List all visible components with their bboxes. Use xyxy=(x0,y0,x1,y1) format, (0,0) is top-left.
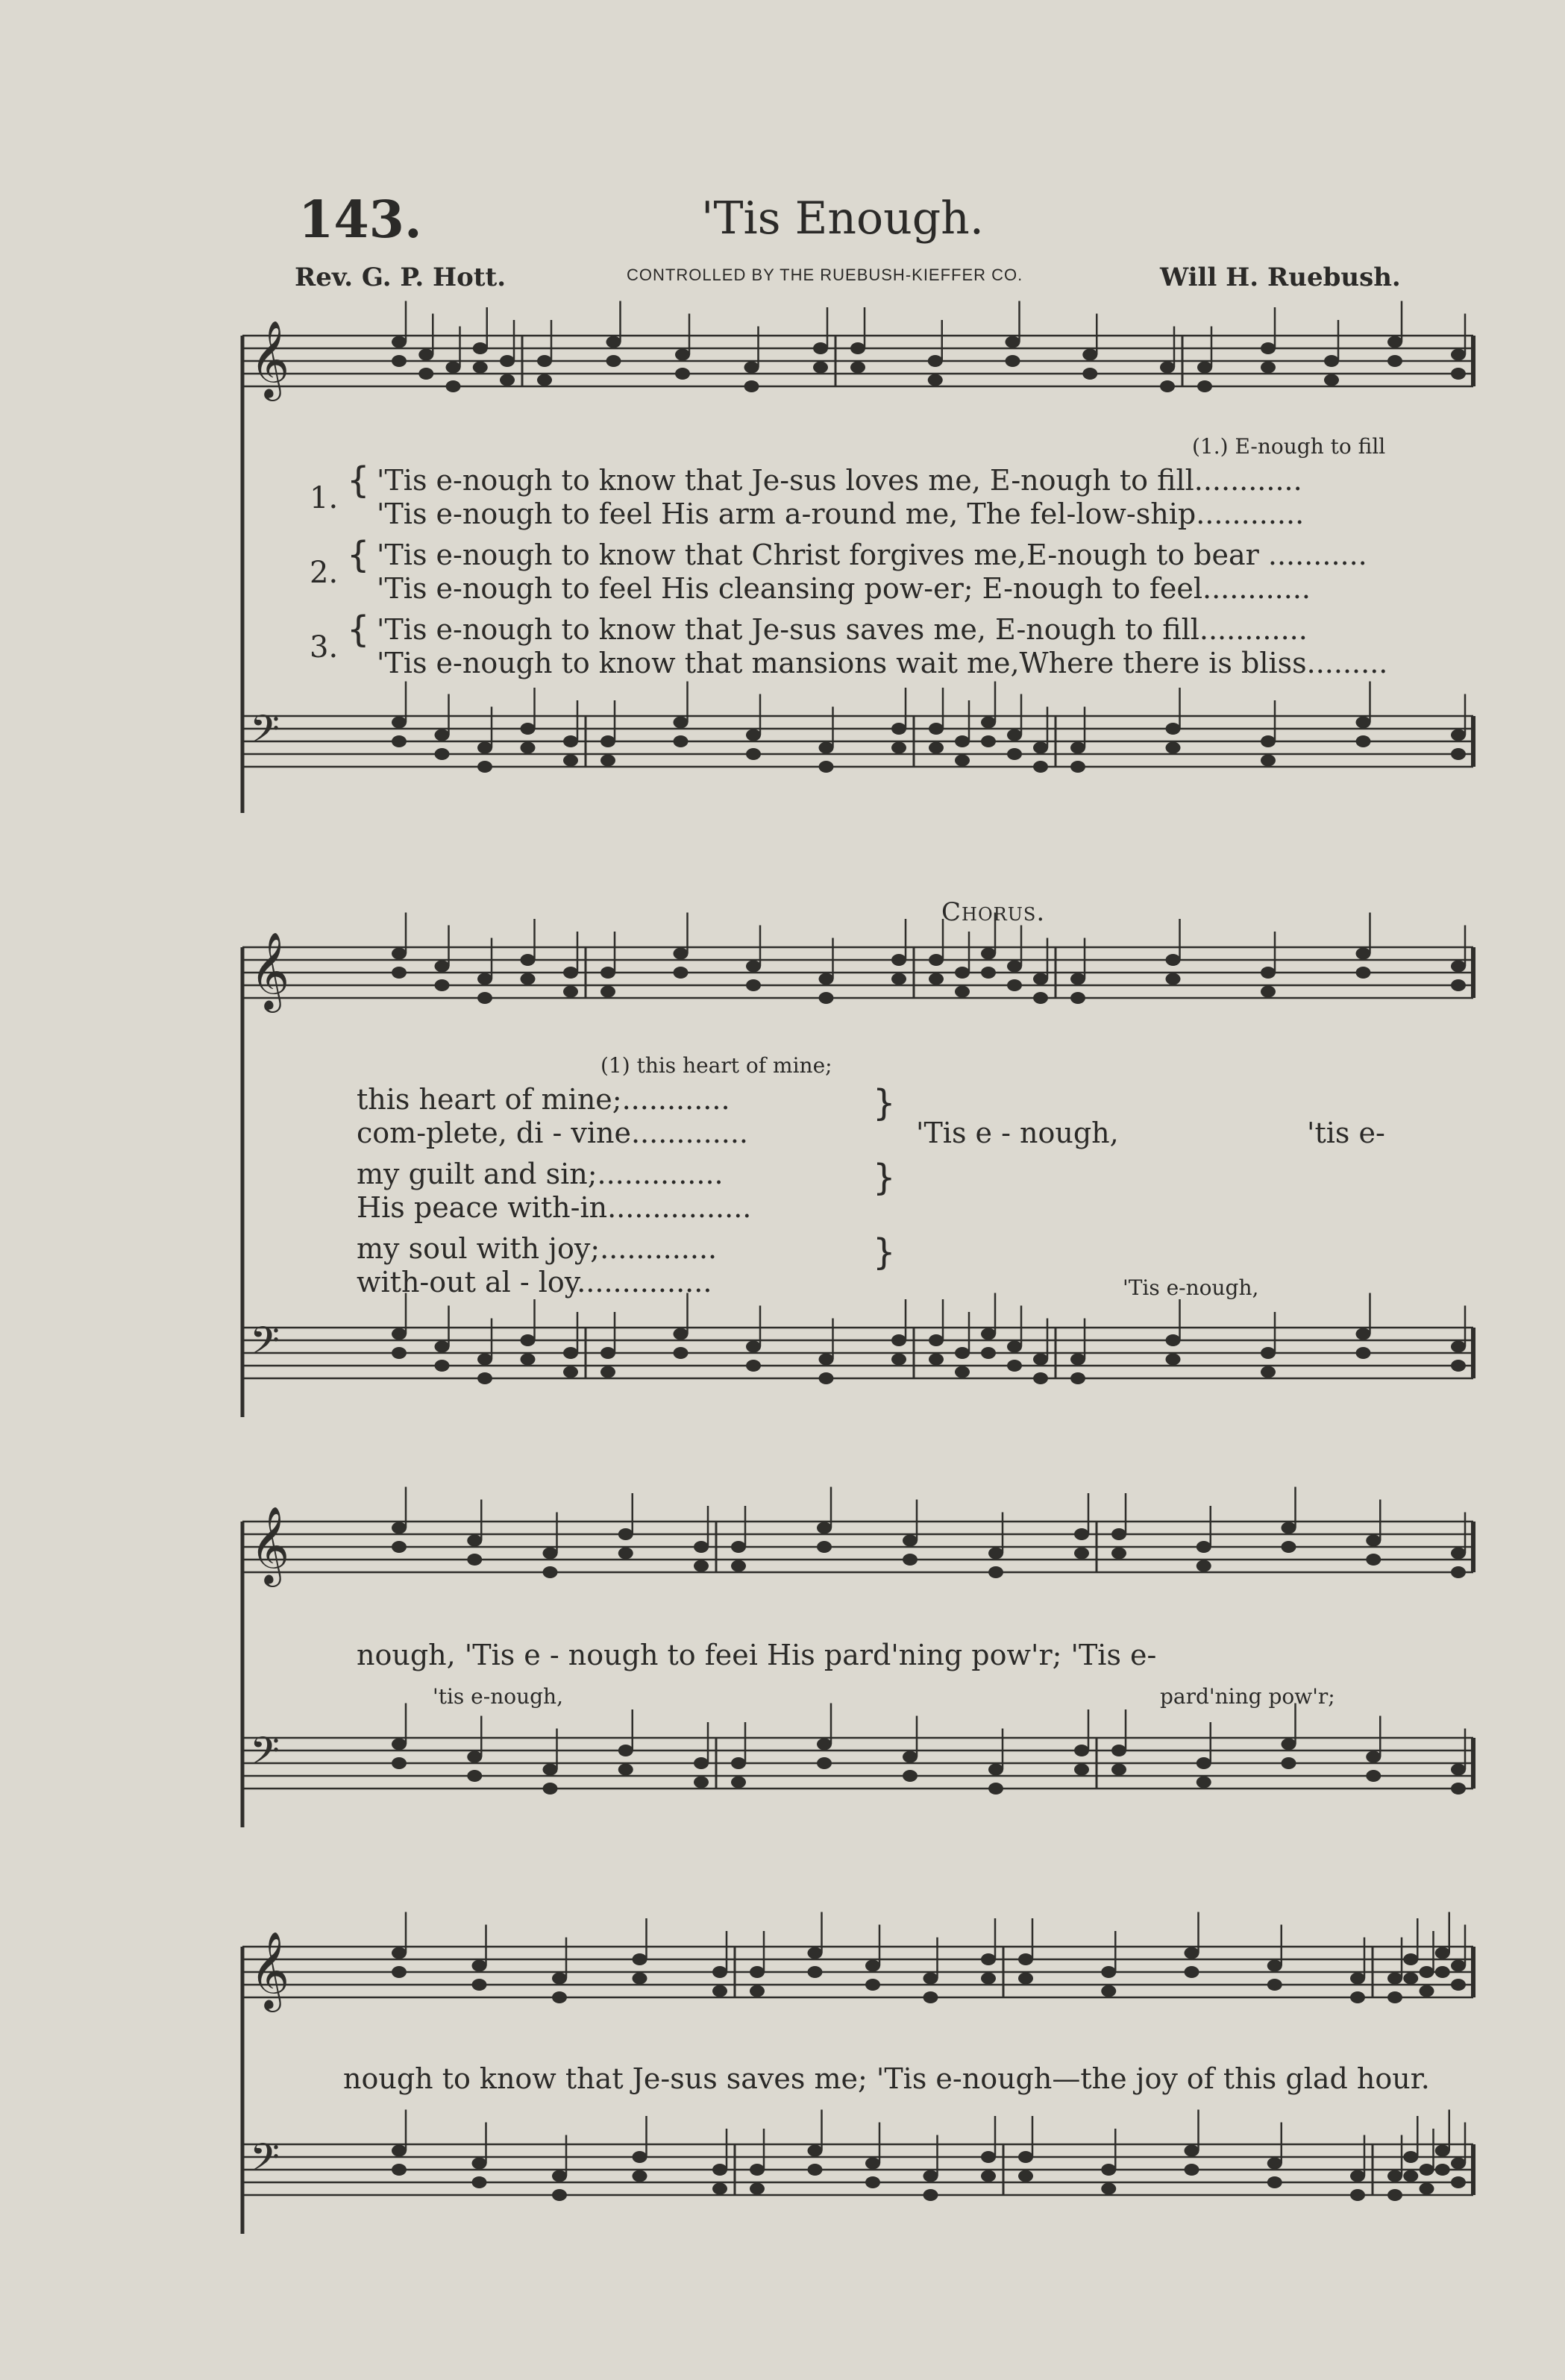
ending-brace-3: } xyxy=(873,1231,896,1273)
verse-number-2: 2. xyxy=(310,556,339,590)
verse-number-3: 3. xyxy=(310,630,339,665)
svg-text:𝄞: 𝄞 xyxy=(250,1506,290,1584)
ending-line-4: His peace with-in................ xyxy=(357,1191,752,1224)
svg-text:𝄢: 𝄢 xyxy=(250,706,280,761)
ending-line-2: com-plete, di - vine............. xyxy=(357,1117,749,1149)
svg-text:𝄞: 𝄞 xyxy=(250,320,290,398)
hymn-number: 143. xyxy=(298,190,422,250)
svg-text:𝄢: 𝄢 xyxy=(250,1728,280,1783)
author-credit: Rev. G. P. Hott. xyxy=(295,263,506,292)
ending-line-6: with-out al - loy............... xyxy=(357,1266,712,1299)
ending-line-5: my soul with joy;............. xyxy=(357,1232,718,1265)
ending-brace-2: } xyxy=(873,1157,896,1199)
verse-1-line-2: 'Tis e-nough to feel His arm a-round me, The fel-low-ship............ xyxy=(377,497,1305,530)
cue-text-2: (1) this heart of mine; xyxy=(600,1053,832,1078)
system-3-small-1: 'tis e-nough, xyxy=(433,1684,563,1709)
verse-3-line-2: 'Tis e-nough to know that mansions wait me,Where there is bliss......... xyxy=(377,647,1388,679)
chorus-label: Chorus. xyxy=(941,897,1046,927)
system-4-lyric: nough to know that Je-sus saves me; 'Tis e-nough—the joy of this glad hour. xyxy=(343,2062,1430,2095)
verse-3-line-1: 'Tis e-nough to know that Je-sus saves me, E-nough to fill............ xyxy=(377,613,1308,646)
hymn-title: 'Tis Enough. xyxy=(701,192,984,245)
verse-2-line-1: 'Tis e-nough to know that Christ forgives me,E-nough to bear ........... xyxy=(377,539,1367,571)
ending-line-3: my guilt and sin;.............. xyxy=(357,1158,724,1190)
system-3-small-2: pard'ning pow'r; xyxy=(1160,1684,1335,1709)
chorus-lyric: 'Tis e - nough, xyxy=(916,1117,1119,1149)
chorus-lyric-2: 'tis e- xyxy=(1307,1117,1385,1149)
verse-brace-2: { xyxy=(347,534,370,576)
verse-2-line-2: 'Tis e-nough to feel His cleansing pow-er; E-nough to feel............ xyxy=(377,572,1311,605)
composer-credit: Will H. Ruebush. xyxy=(1160,263,1401,292)
system-3-lyric: nough, 'Tis e - nough to feei His pard'ning pow'r; 'Tis e- xyxy=(357,1639,1157,1671)
bass-lyric: 'Tis e-nough, xyxy=(1123,1275,1259,1300)
cue-text-1: (1.) E-nough to fill xyxy=(1192,434,1386,459)
svg-text:𝄞: 𝄞 xyxy=(250,932,290,1010)
svg-text:𝄢: 𝄢 xyxy=(250,1318,280,1372)
svg-text:𝄢: 𝄢 xyxy=(250,2135,280,2189)
verse-brace-1: { xyxy=(347,459,370,501)
verse-number-1: 1. xyxy=(310,481,339,515)
verse-1-line-1: 'Tis e-nough to know that Je-sus loves me, E-nough to fill............ xyxy=(377,464,1302,497)
verse-brace-3: { xyxy=(347,609,370,650)
copyright-notice: CONTROLLED BY THE RUEBUSH-KIEFFER CO. xyxy=(627,266,1023,284)
svg-text:𝄞: 𝄞 xyxy=(250,1931,290,2009)
ending-line-1: this heart of mine;............ xyxy=(357,1083,730,1116)
ending-brace-1: } xyxy=(873,1082,896,1124)
